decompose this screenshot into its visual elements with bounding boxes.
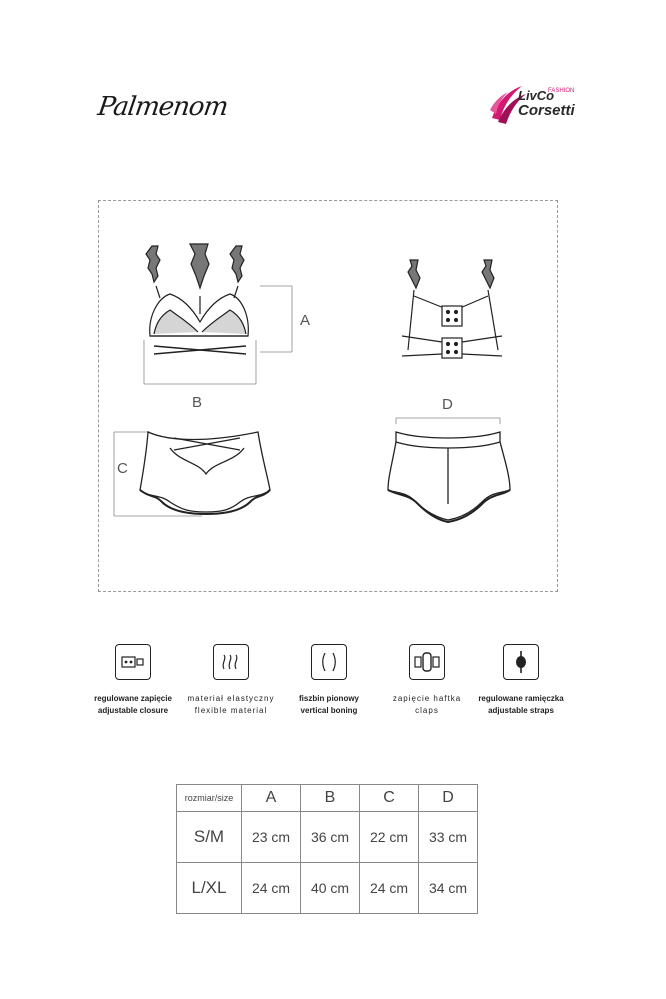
feature-flexible-material <box>176 644 286 715</box>
dimension-label-b: B <box>192 394 203 411</box>
table-cell: 23 cm <box>242 812 301 863</box>
brand-logo <box>488 80 598 130</box>
brand-fashion: FASHION <box>548 88 575 94</box>
table-column-header: C <box>360 785 419 812</box>
table-cell: 24 cm <box>360 863 419 914</box>
table-cell: 22 cm <box>360 812 419 863</box>
feature-label-en: adjustable straps <box>488 706 554 715</box>
dimension-label-d: D <box>442 396 453 413</box>
feature-label-pl: fiszbin pionowy <box>299 694 359 703</box>
feature-label-en: flexible material <box>194 706 268 715</box>
table-column-header: D <box>419 785 478 812</box>
dimension-label-a: A <box>300 312 311 329</box>
brand-line1: LivCo <box>518 88 555 103</box>
adjustable-closure-icon <box>115 644 151 680</box>
claps-icon <box>409 644 445 680</box>
feature-label-pl: zapięcie haftka <box>392 694 462 703</box>
table-cell: 33 cm <box>419 812 478 863</box>
feature-adjustable-straps <box>466 644 576 715</box>
flexible-material-icon <box>213 644 249 680</box>
size-table <box>176 784 478 914</box>
table-cell: 34 cm <box>419 863 478 914</box>
feature-label-en: vertical boning <box>300 706 358 715</box>
feature-label-en: claps <box>415 706 439 715</box>
bra-back-diagram <box>388 250 528 370</box>
feature-label-pl: regulowane ramięczka <box>478 694 564 703</box>
adjustable-straps-icon <box>503 644 539 680</box>
table-column-header: A <box>242 785 301 812</box>
brand-line2: Corsetti <box>518 102 575 119</box>
table-cell: 36 cm <box>301 812 360 863</box>
table-cell: 40 cm <box>301 863 360 914</box>
dimension-label-c: C <box>117 460 128 477</box>
panty-back-diagram <box>382 414 522 526</box>
table-row-size: S/M <box>177 812 242 863</box>
product-name: Palmenom <box>95 92 230 122</box>
table-row-size: L/XL <box>177 863 242 914</box>
table-row <box>177 812 478 863</box>
vertical-boning-icon <box>311 644 347 680</box>
feature-label-pl: materiał elastyczny <box>187 694 275 703</box>
panty-front-diagram <box>110 428 280 520</box>
bra-front-diagram <box>130 236 330 386</box>
table-header-row <box>177 785 478 812</box>
table-column-header: B <box>301 785 360 812</box>
feature-vertical-boning <box>274 644 384 715</box>
table-corner-cell: rozmiar/size <box>177 785 242 812</box>
table-row <box>177 863 478 914</box>
feature-label-pl: regulowane zapięcie <box>94 694 172 703</box>
table-cell: 24 cm <box>242 863 301 914</box>
feature-adjustable-closure <box>78 644 188 715</box>
feature-label-en: adjustable closure <box>97 706 169 715</box>
